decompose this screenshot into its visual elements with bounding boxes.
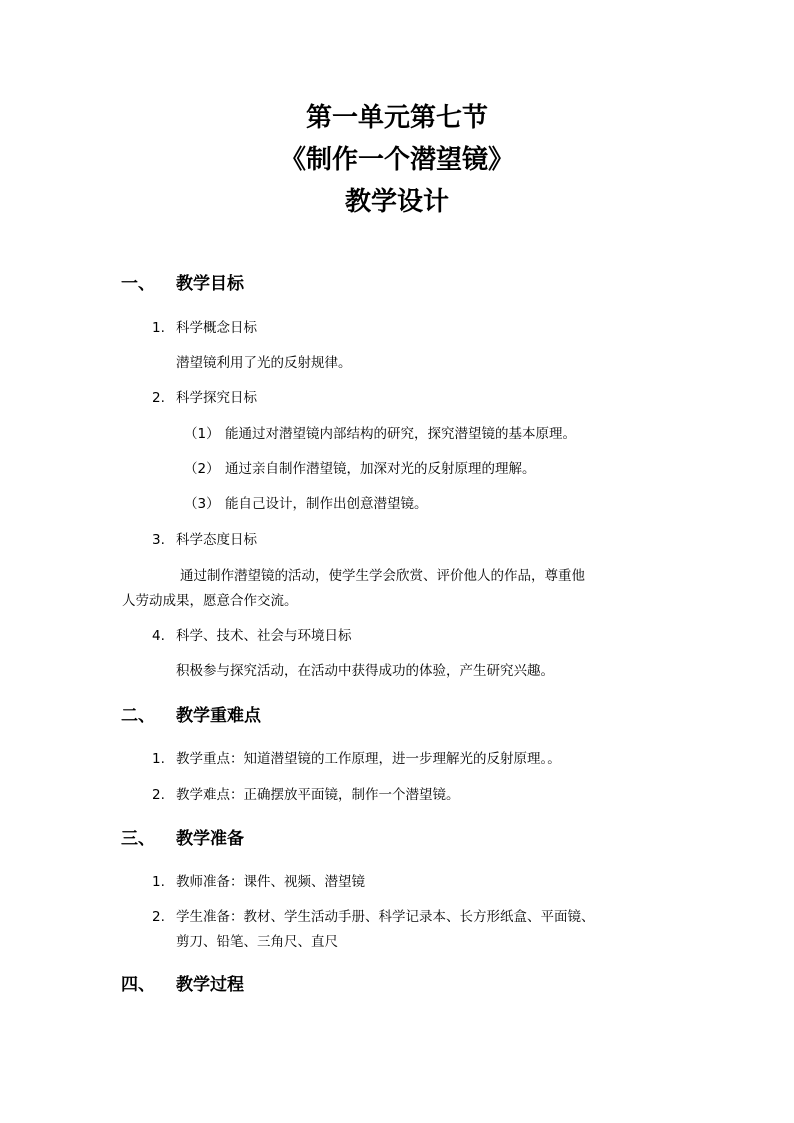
list-item-body: 积极参与探究活动，在活动中获得成功的体验，产生研究兴趣。 <box>176 663 554 679</box>
doc-title-unit: 第一单元第七节 <box>305 103 488 133</box>
list-item-number: 2. <box>152 787 165 803</box>
section-heading-key-points: 教学重难点 <box>176 706 261 726</box>
list-item-number: 2. <box>152 390 165 406</box>
sub-item-number: （2） <box>184 461 220 477</box>
list-item-body: 人劳动成果，愿意合作交流。 <box>122 593 298 609</box>
list-item-number: 4. <box>152 628 165 644</box>
list-item-body: 通过制作潜望镜的活动，使学生学会欣赏、评价他人的作品，尊重他 <box>180 568 585 584</box>
section-number: 一、 <box>121 274 155 294</box>
section-heading-objectives: 教学目标 <box>176 274 244 294</box>
sub-item-text: 通过亲自制作潜望镜，加深对光的反射原理的理解。 <box>225 461 536 477</box>
list-item-body: 潜望镜利用了光的反射规律。 <box>176 355 352 371</box>
list-item-label: 科学概念日标 <box>176 320 257 336</box>
section-heading-process: 教学过程 <box>176 975 244 995</box>
sub-item-text: 能通过对潜望镜内部结构的研究，探究潜望镜的基本原理。 <box>225 426 576 442</box>
list-item-label: 学生准备：教材、学生活动手册、科学记录本、长方形纸盒、平面镜、 <box>176 909 595 925</box>
sub-item-text: 能自己设计，制作出创意潜望镜。 <box>225 496 428 512</box>
list-item-label: 科学态度日标 <box>176 532 257 548</box>
list-item-number: 1. <box>152 751 165 767</box>
list-item-label: 教学难点：正确摆放平面镜，制作一个潜望镜。 <box>176 787 460 803</box>
list-item-number: 3. <box>152 532 165 548</box>
list-item-label: 科学、技术、社会与环境日标 <box>176 628 352 644</box>
list-item-number: 2. <box>152 909 165 925</box>
list-item-body: 剪刀、铅笔、三角尺、直尺 <box>176 934 338 950</box>
list-item-number: 1. <box>152 874 165 890</box>
section-number: 二、 <box>121 706 155 726</box>
list-item-label: 教师准备：课件、视频、潜望镜 <box>176 874 365 890</box>
section-number: 四、 <box>121 975 155 995</box>
list-item-label: 科学探究日标 <box>176 390 257 406</box>
section-number: 三、 <box>121 829 155 849</box>
section-heading-preparation: 教学准备 <box>176 829 244 849</box>
doc-title-lesson: 《制作一个潜望镜》 <box>279 145 514 175</box>
list-item-number: 1. <box>152 320 165 336</box>
doc-title-subtitle: 教学设计 <box>344 187 449 217</box>
sub-item-number: （3） <box>184 496 220 512</box>
list-item-label: 教学重点：知道潜望镜的工作原理，进一步理解光的反射原理。。 <box>176 751 561 767</box>
sub-item-number: （1） <box>184 426 220 442</box>
